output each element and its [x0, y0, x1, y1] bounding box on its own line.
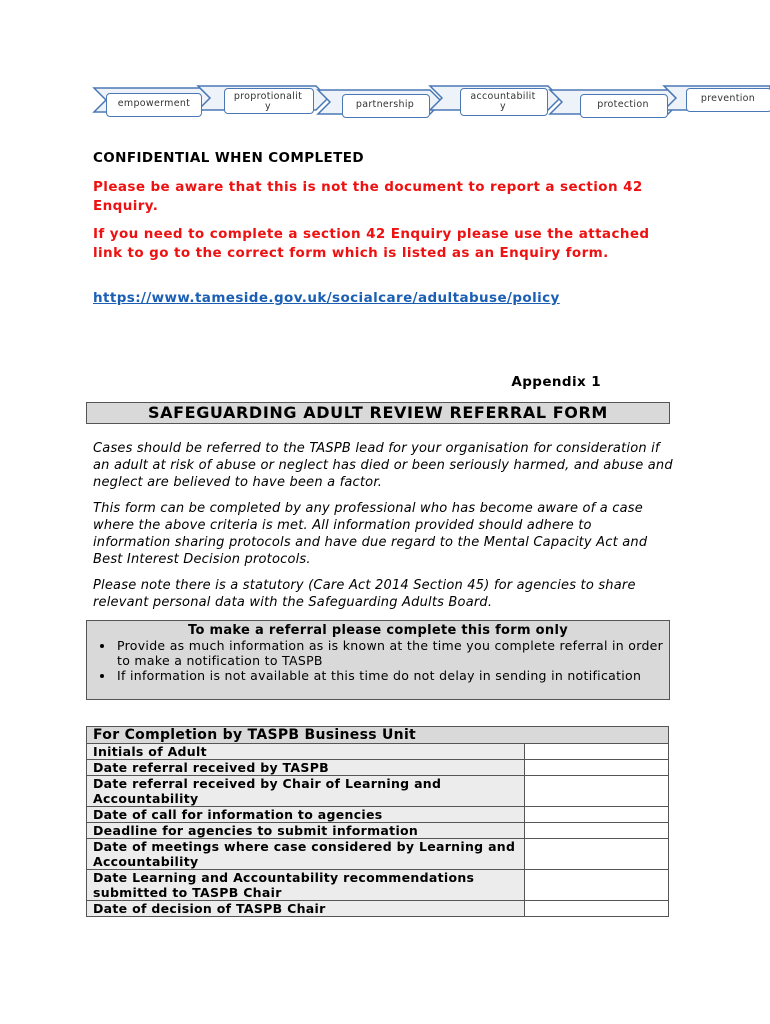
referral-instructions-box [86, 620, 670, 700]
list-item: • Provide as much information as is known at the time you complete referral in order to make a notification to TASPB [115, 638, 669, 668]
row-label: Initials of Adult [87, 744, 525, 760]
row-value-field[interactable] [525, 744, 669, 760]
professional-paragraph: This form can be completed by any professional who has become aware of a case where the above criteria is met. All information provided should adhere to information sharing protocols and have due regard to the Mental Capacity Act and Best Interest Decision protocols. [93, 501, 648, 567]
row-label: Date referral received by TASPB [87, 760, 525, 776]
intro-paragraph: Cases should be referred to the TASPB lead for your organisation for consideration if an adult at risk of abuse or neglect has died or been seriously harmed, and abuse and neglect are believed to have been a factor. [93, 441, 673, 490]
row-label: Date of meetings where case considered by Learning and Accountability [87, 839, 525, 870]
chevron-label: empowerment [117, 98, 191, 109]
row-value-field[interactable] [525, 870, 669, 901]
row-label: Date referral received by Chair of Learning and Accountability [87, 776, 525, 807]
row-value-field[interactable] [525, 823, 669, 839]
list-item: • If information is not available at this time do not delay in sending in notification [115, 668, 669, 683]
referral-instructions-list [87, 638, 669, 683]
confidential-heading: CONFIDENTIAL WHEN COMPLETED [93, 150, 365, 166]
form-title: SAFEGUARDING ADULT REVIEW REFERRAL FORM [86, 402, 670, 424]
row-value-field[interactable] [525, 776, 669, 807]
table-header: For Completion by TASPB Business Unit [87, 727, 669, 744]
table-row [87, 823, 669, 839]
table-row [87, 744, 669, 760]
table-row [87, 776, 669, 807]
chevron-label: accountabilit y [470, 91, 536, 112]
statutory-paragraph: Please note there is a statutory (Care Act 2014 Section 45) for agencies to share relevant personal data with the Safeguarding Adults Board. [93, 578, 636, 610]
appendix-label: Appendix 1 [511, 374, 601, 390]
tameside-policy-link[interactable]: https://www.tameside.gov.uk/socialcare/adultabuse/policy [93, 290, 560, 306]
row-label: Date of call for information to agencies [87, 807, 525, 823]
row-value-field[interactable] [525, 839, 669, 870]
business-unit-table [86, 726, 669, 917]
chevron-label: prevention [700, 93, 756, 104]
section-42-warning: Please be aware that this is not the document to report a section 42 Enquiry. [93, 179, 643, 214]
row-label: Date Learning and Accountability recommendations submitted to TASPB Chair [87, 870, 525, 901]
principles-process-bar [0, 84, 770, 122]
table-row [87, 760, 669, 776]
row-label: Date of decision of TASPB Chair [87, 901, 525, 917]
chevron-label: protection [597, 99, 649, 110]
row-value-field[interactable] [525, 901, 669, 917]
referral-instructions-title: To make a referral please complete this form only [188, 623, 568, 638]
row-value-field[interactable] [525, 807, 669, 823]
row-value-field[interactable] [525, 760, 669, 776]
table-row [87, 839, 669, 870]
table-row [87, 901, 669, 917]
chevron-label: partnership [355, 99, 415, 110]
row-label: Deadline for agencies to submit information [87, 823, 525, 839]
enquiry-form-instruction: If you need to complete a section 42 Enquiry please use the attached link to go to the correct form which is listed as an Enquiry form. [93, 226, 650, 261]
chevron-label: proprotionalit y [233, 91, 303, 112]
table-row [87, 807, 669, 823]
table-row [87, 870, 669, 901]
